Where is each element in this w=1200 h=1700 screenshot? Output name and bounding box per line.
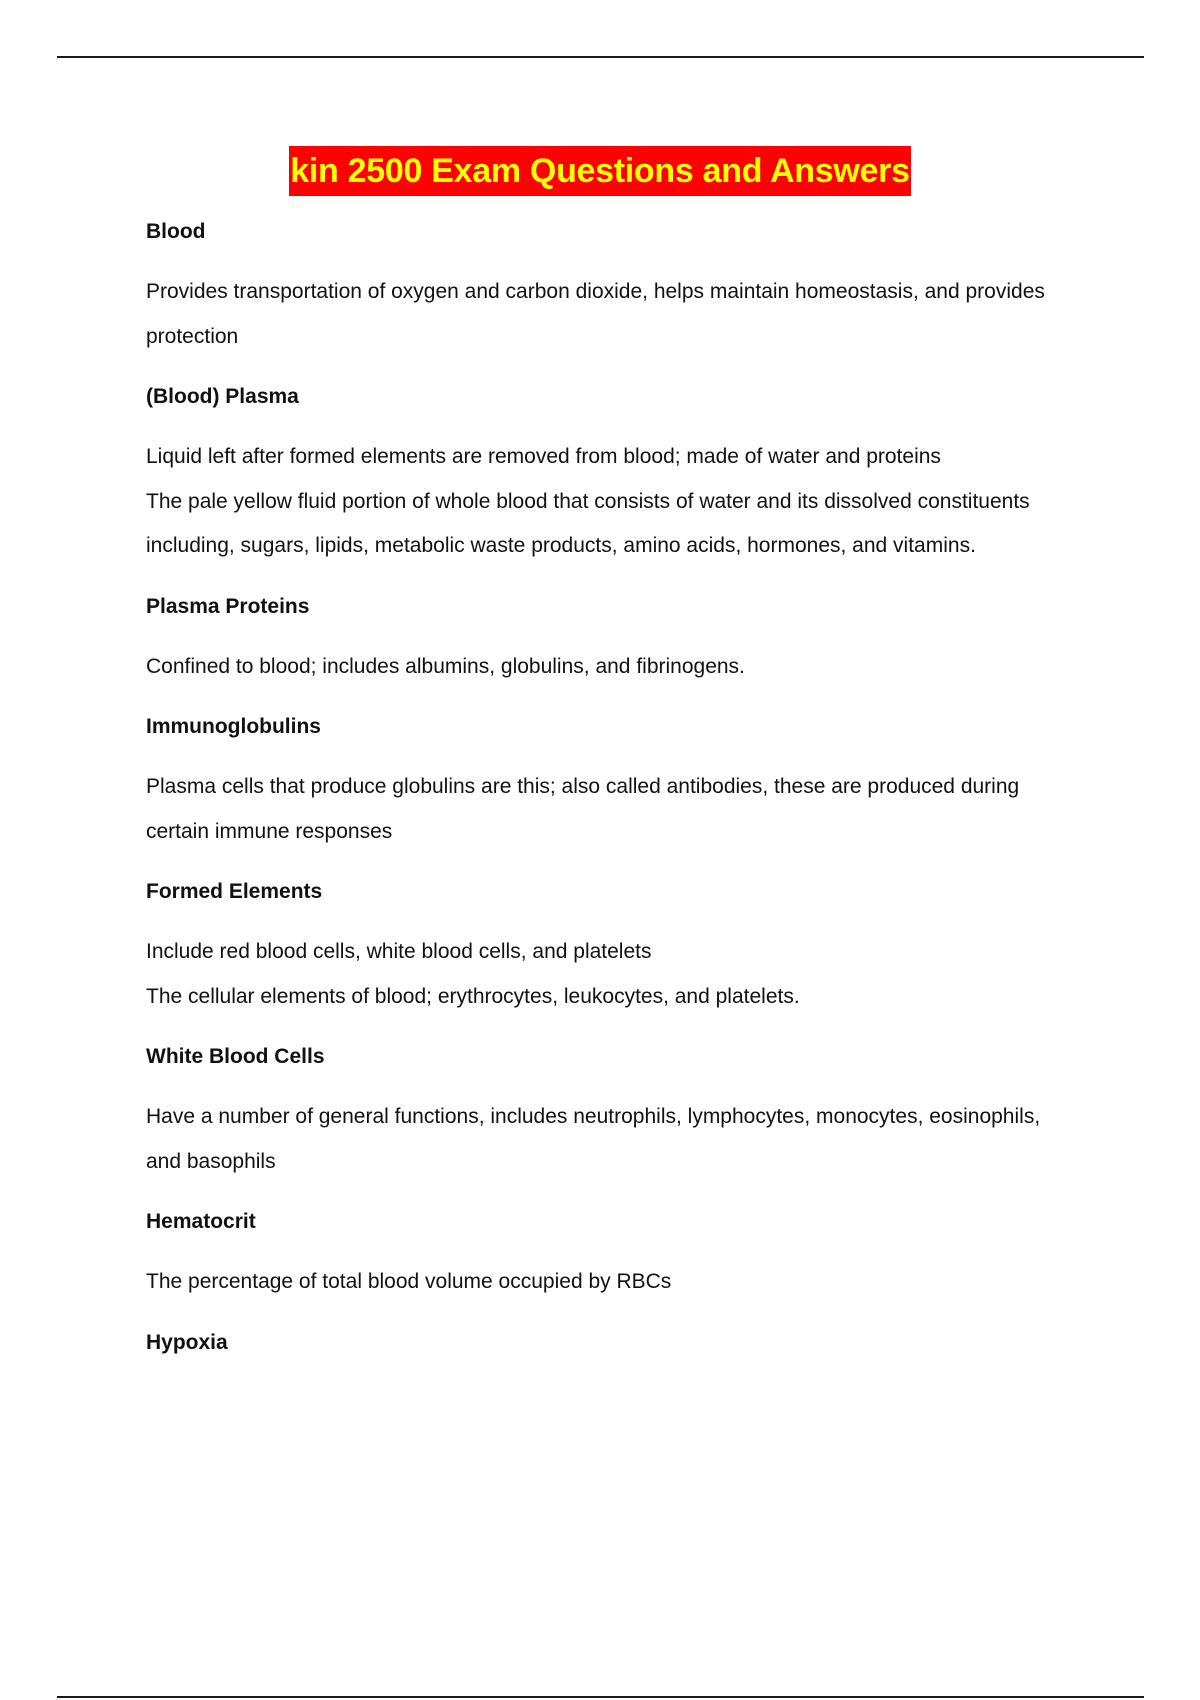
term-heading: Formed Elements — [146, 880, 323, 903]
definition-block — [146, 930, 1076, 1019]
term-heading: Plasma Proteins — [146, 594, 310, 618]
definition-block — [146, 1260, 1076, 1305]
definition-text: Include red blood cells, white blood cells, and platelets — [146, 940, 652, 963]
definition-text: Provides transportation of oxygen and carbon dioxide, helps maintain homeostasis, and provides protection — [146, 280, 1045, 348]
definition-text: Have a number of general functions, includes neutrophils, lymphocytes, monocytes, eosinophils, and basophils — [146, 1105, 1041, 1173]
definition-text: Liquid left after formed elements are removed from blood; made of water and proteins — [146, 445, 941, 468]
top-rule — [57, 56, 1144, 58]
term-heading: Immunoglobulins — [146, 715, 321, 738]
bottom-rule — [57, 1696, 1144, 1698]
term-heading: Hematocrit — [146, 1210, 256, 1233]
definition-block — [146, 435, 1076, 569]
term-heading: (Blood) Plasma — [146, 385, 299, 408]
definition-text: The percentage of total blood volume occupied by RBCs — [146, 1270, 672, 1293]
document-title: kin 2500 Exam Questions and Answers — [289, 146, 910, 196]
qa-list — [146, 210, 1076, 1365]
term-heading: White Blood Cells — [146, 1045, 325, 1068]
definition-block — [146, 645, 1076, 690]
title-block — [0, 146, 1200, 196]
definition-block — [146, 270, 1076, 359]
definition-block — [146, 765, 1076, 854]
term-heading: Hypoxia — [146, 1330, 228, 1354]
definition-text: Confined to blood; includes albumins, globulins, and fibrinogens. — [146, 654, 745, 678]
definition-text: The cellular elements of blood; erythrocytes, leukocytes, and platelets. — [146, 984, 800, 1008]
definition-text: Plasma cells that produce globulins are this; also called antibodies, these are produced during certain immune responses — [146, 775, 1020, 843]
definition-block — [146, 1095, 1076, 1184]
definition-text: The pale yellow fluid portion of whole blood that consists of water and its dissolved constituents including, sugars, lipids, metabolic waste products, amino acids, hormones, and vitamins. — [146, 489, 1030, 557]
term-heading: Blood — [146, 220, 206, 243]
